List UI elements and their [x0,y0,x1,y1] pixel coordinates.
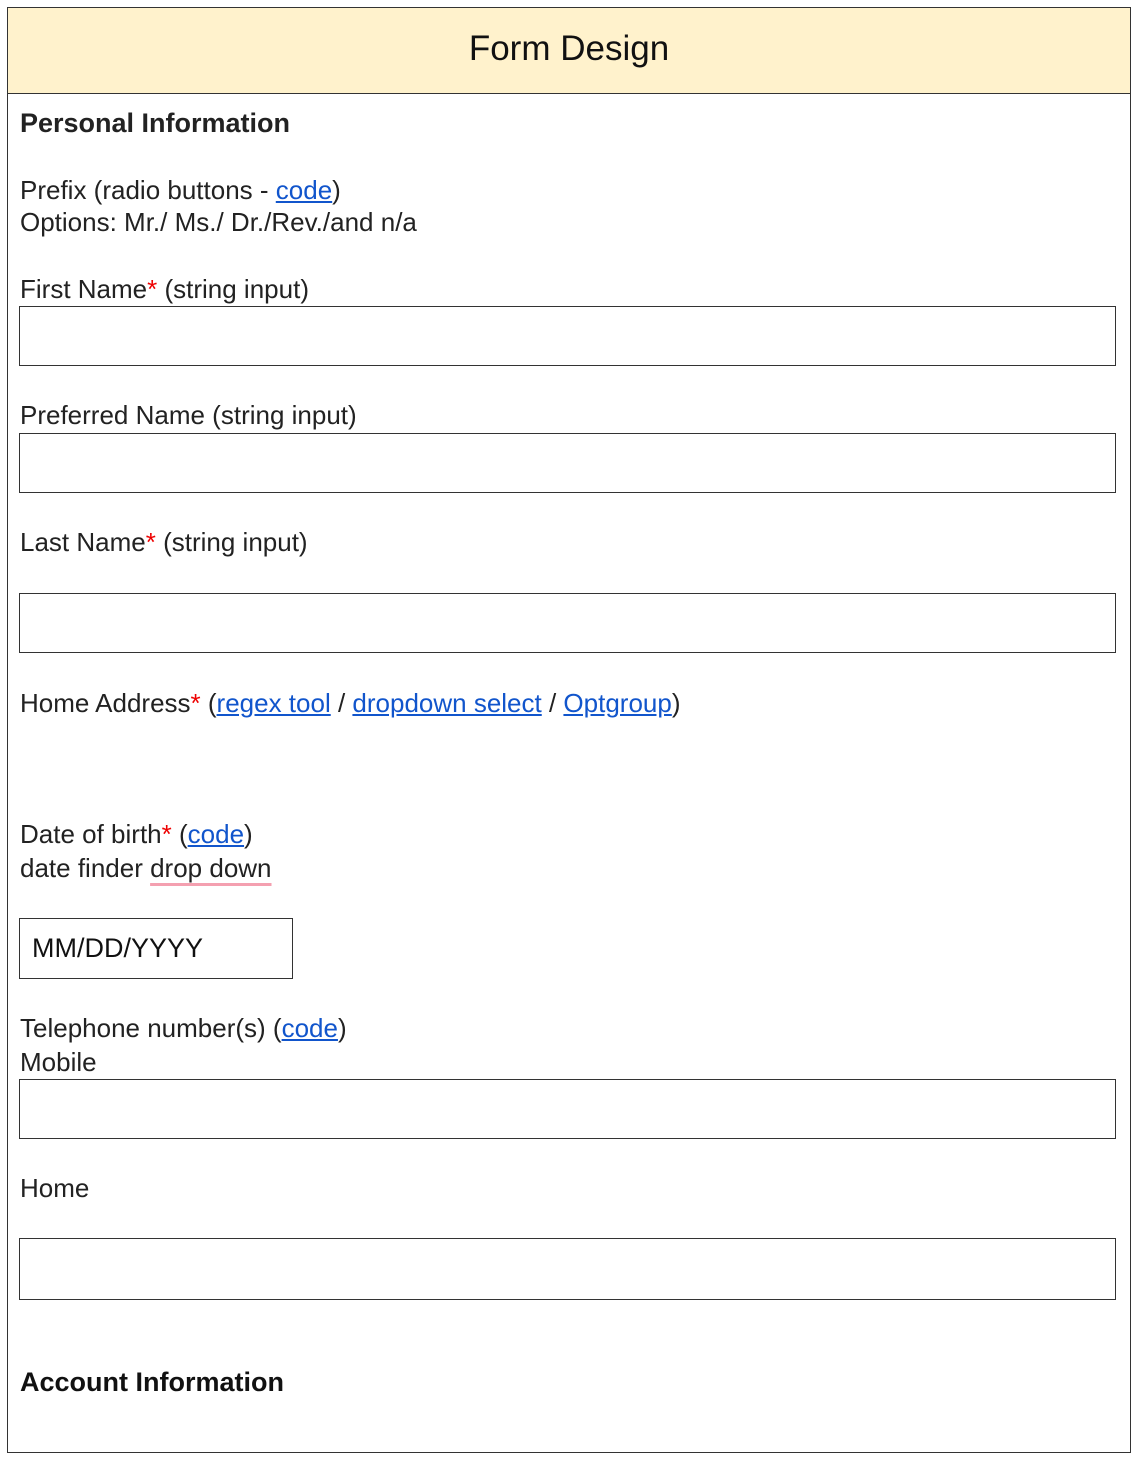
paren: ( [171,819,188,849]
first-name-label [20,272,309,306]
telephone-label [20,1011,347,1045]
required-marker: * [147,274,158,304]
mobile-input[interactable] [19,1079,1116,1139]
last-name-input[interactable] [19,593,1116,653]
prefix-code-link[interactable]: code [275,175,333,205]
home-address-label [20,686,681,720]
label-text: Date of birth [20,819,162,849]
section-heading-account: Account Information [20,1367,284,1397]
hint: (string input) [157,274,309,304]
required-marker: * [190,688,201,718]
mobile-label: Mobile [20,1047,97,1077]
regex-tool-link[interactable]: regex tool [216,688,331,718]
home-phone-label: Home [20,1173,90,1203]
spellcheck-text: drop down [150,853,272,883]
separator: / [330,688,353,718]
dropdown-select-link[interactable]: dropdown select [352,688,542,718]
prefix-label [20,173,341,207]
dob-input[interactable]: MM/DD/YYYY [19,918,293,979]
dob-note [20,851,272,885]
page-title: Form Design [468,29,670,68]
label-text: Home Address [20,688,191,718]
paren: ) [337,1013,347,1043]
required-marker: * [161,819,172,849]
telephone-code-link[interactable]: code [281,1013,338,1043]
last-name-label [20,525,308,559]
prefix-label-text: Prefix (radio buttons - [20,175,276,205]
label-text: Telephone number(s) ( [20,1013,282,1043]
paren: ) [671,688,681,718]
label-text: Last Name [20,527,146,557]
dob-label [20,817,253,851]
paren: ) [244,819,253,849]
optgroup-link[interactable]: Optgroup [563,688,672,718]
preferred-name-input[interactable] [19,433,1116,493]
preferred-name-label: Preferred Name (string input) [20,400,357,430]
prefix-options: Options: Mr./ Ms./ Dr./Rev./and n/a [20,207,417,237]
dob-code-link[interactable]: code [187,819,245,849]
label-text: First Name [20,274,148,304]
note-text: date finder [20,853,151,883]
hint: (string input) [155,527,308,557]
home-phone-input[interactable] [19,1238,1116,1300]
separator: / [541,688,564,718]
first-name-input[interactable] [19,306,1116,366]
section-heading-personal: Personal Information [20,108,291,138]
header [8,8,1130,94]
paren: ) [332,175,341,205]
paren: ( [200,688,217,718]
required-marker: * [145,527,156,557]
